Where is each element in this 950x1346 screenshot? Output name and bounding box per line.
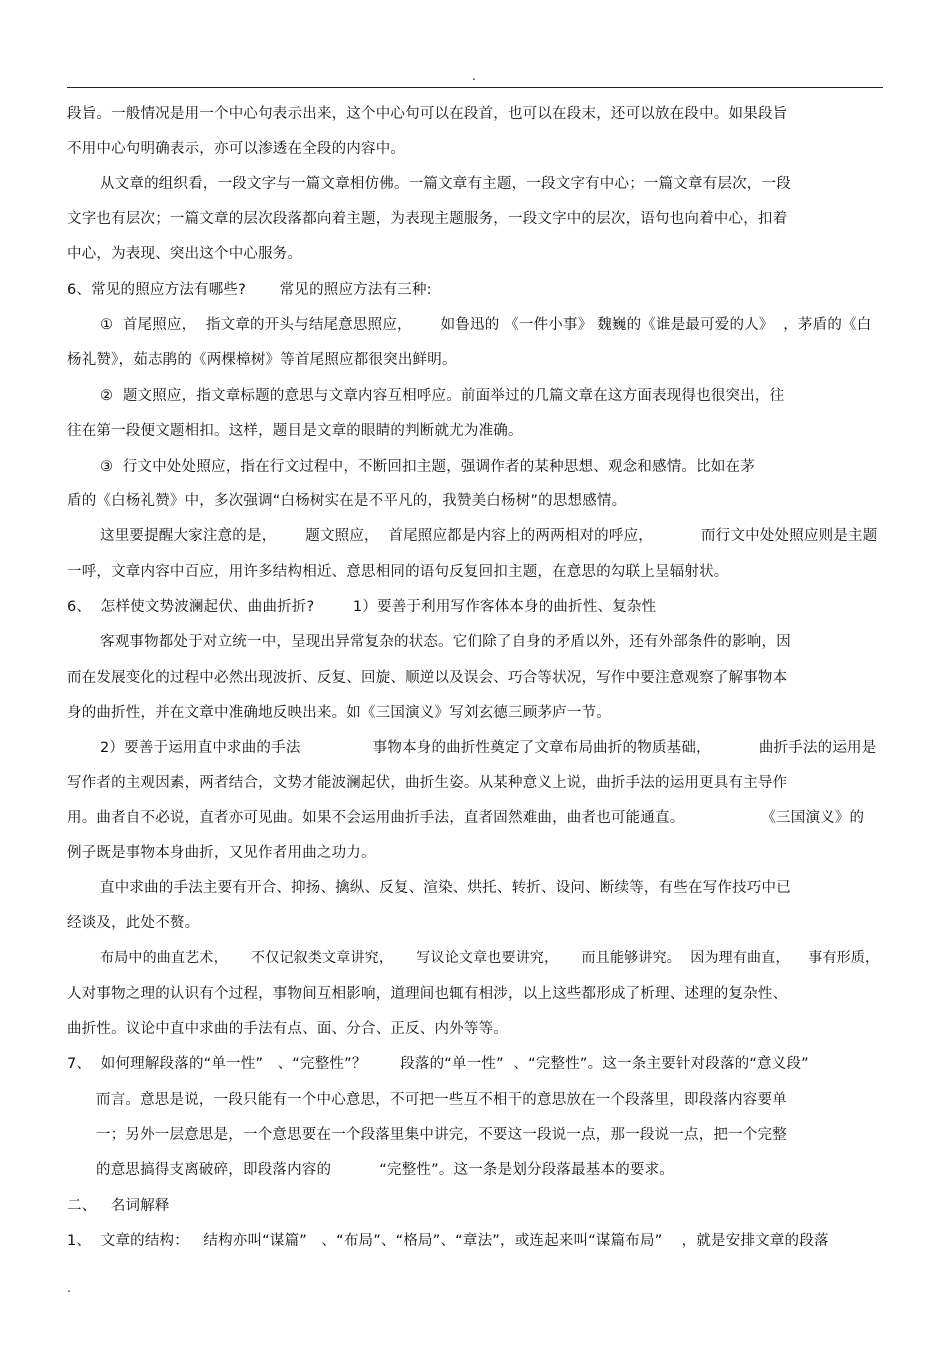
text-line: 6、常见的照应方法有哪些? 常见的照应方法有三种: [67,282,432,298]
header-dot: . [472,69,476,83]
footer-dot: . [67,1281,71,1295]
text-line: 布局中的曲直艺术， 不仅记叙类文章讲究， 写议论文章也要讲究， 而且能够讲究。 因为理有曲直， 事有形质， [100,950,880,966]
text-line: 经谈及，此处不赘。 [67,915,200,931]
text-line: ② 题文照应，指文章标题的意思与文章内容互相呼应。前面举过的几篇文章在这方面表现得也很突出，往 [100,388,785,404]
text-line: 中心，为表现、突出这个中心服务。 [67,246,303,262]
text-line: 从文章的组织看，一段文字与一篇文章相仿佛。一篇文章有主题，一段文字有中心；一篇文章有层次，一段 [100,176,791,192]
text-line: 写作者的主观因素，两者结合，文势才能波澜起伏，曲折生姿。从某种意义上说，曲折手法的运用更具有主导作 [67,775,788,791]
text-line: 盾的《白杨礼赞》中，多次强调“白杨树实在是不平凡的，我赞美白杨树”的思想感情。 [67,493,627,509]
text-line: 人对事物之理的认识有个过程，事物间互相影响，道理间也辄有相涉，以上这些都形成了析理、述理的复杂性、 [67,986,788,1002]
text-line: 例子既是事物本身曲折，又见作者用曲之功力。 [67,845,376,861]
text-line: 客观事物都处于对立统一中，呈现出异常复杂的状态。它们除了自身的矛盾以外，还有外部条件的影响，因 [100,634,791,650]
text-line: 往在第一段便文题相扣。这样，题目是文章的眼睛的判断就尤为准确。 [67,423,523,439]
text-line: 用。曲者自不必说，直者亦可见曲。如果不会运用曲折手法，直者固然难曲，曲者也可能通直。 《三国演义》的 [67,810,865,826]
text-line: 杨礼赞》，茹志鹃的《两棵樟树》等首尾照应都很突出鲜明。 [67,352,457,368]
text-line: 身的曲折性，并在文章中准确地反映出来。如《三国演义》写刘玄德三顾茅庐一节。 [67,705,611,721]
text-line: 文字也有层次；一篇文章的层次段落都向着主题，为表现主题服务，一段文字中的层次，语句也向着中心，扣着 [67,211,788,227]
text-line: 曲折性。议论中直中求曲的手法有点、面、分合、正反、内外等等。 [67,1021,508,1037]
text-line: 6、 怎样使文势波澜起伏、曲曲折折? 1）要善于利用写作客体本身的曲折性、复杂性 [67,599,657,615]
text-line: 段旨。一般情况是用一个中心句表示出来，这个中心句可以在段首，也可以在段末，还可以放在段中。如果段旨 [67,106,788,122]
text-line: 7、 如何理解段落的“单一性” 、“完整性”？ 段落的“单一性” 、“完整性”。这一条主要针对段落的“意义段” [67,1056,809,1072]
text-line: 而在发展变化的过程中必然出现波折、反复、回旋、顺逆以及误会、巧合等状况，写作中要注意观察了解事物本 [67,670,788,686]
text-line: 直中求曲的手法主要有开合、抑扬、擒纵、反复、渲染、烘托、转折、设问、断续等，有些在写作技巧中已 [100,880,791,896]
text-line: ① 首尾照应， 指文章的开头与结尾意思照应， 如鲁迅的 《一件小事》 魏巍的《谁是最可爱的人》 ，茅盾的《白 [100,317,872,333]
header-rule [67,87,883,88]
text-line: ③ 行文中处处照应，指在行文过程中，不断回扣主题，强调作者的某种思想、观念和感情。比如在茅 [100,459,755,475]
text-line: 不用中心句明确表示，亦可以渗透在全段的内容中。 [67,141,406,157]
text-line: 一；另外一层意思是，一个意思要在一个段落里集中讲完，不要这一段说一点，那一段说一点，把一个完整 [96,1127,787,1143]
text-line: 的意思搞得支离破碎，即段落内容的 “完整性”。这一条是划分段落最基本的要求。 [96,1162,675,1178]
text-line: 一呼，文章内容中百应，用许多结构相近、意思相同的语句反复回扣主题，在意思的勾联上呈辐射状。 [67,564,729,580]
text-line: 而言。意思是说，一段只能有一个中心意思，不可把一些互不相干的意思放在一个段落里，即段落内容要单 [96,1092,787,1108]
text-line: 2）要善于运用直中求曲的手法 事物本身的曲折性奠定了文章布局曲折的物质基础， 曲折手法的运用是 [100,740,877,756]
section-heading: 二、 名词解释 [67,1198,170,1214]
text-line: 这里要提醒大家注意的是， 题文照应， 首尾照应都是内容上的两两相对的呼应， 而行文中处处照应则是主题 [100,528,878,544]
text-line: 1、 文章的结构： 结构亦叫“谋篇” 、“布局”、“格局”、“章法”，或连起来叫“谋篇布局” ，就是安排文章的段落 [67,1233,829,1249]
